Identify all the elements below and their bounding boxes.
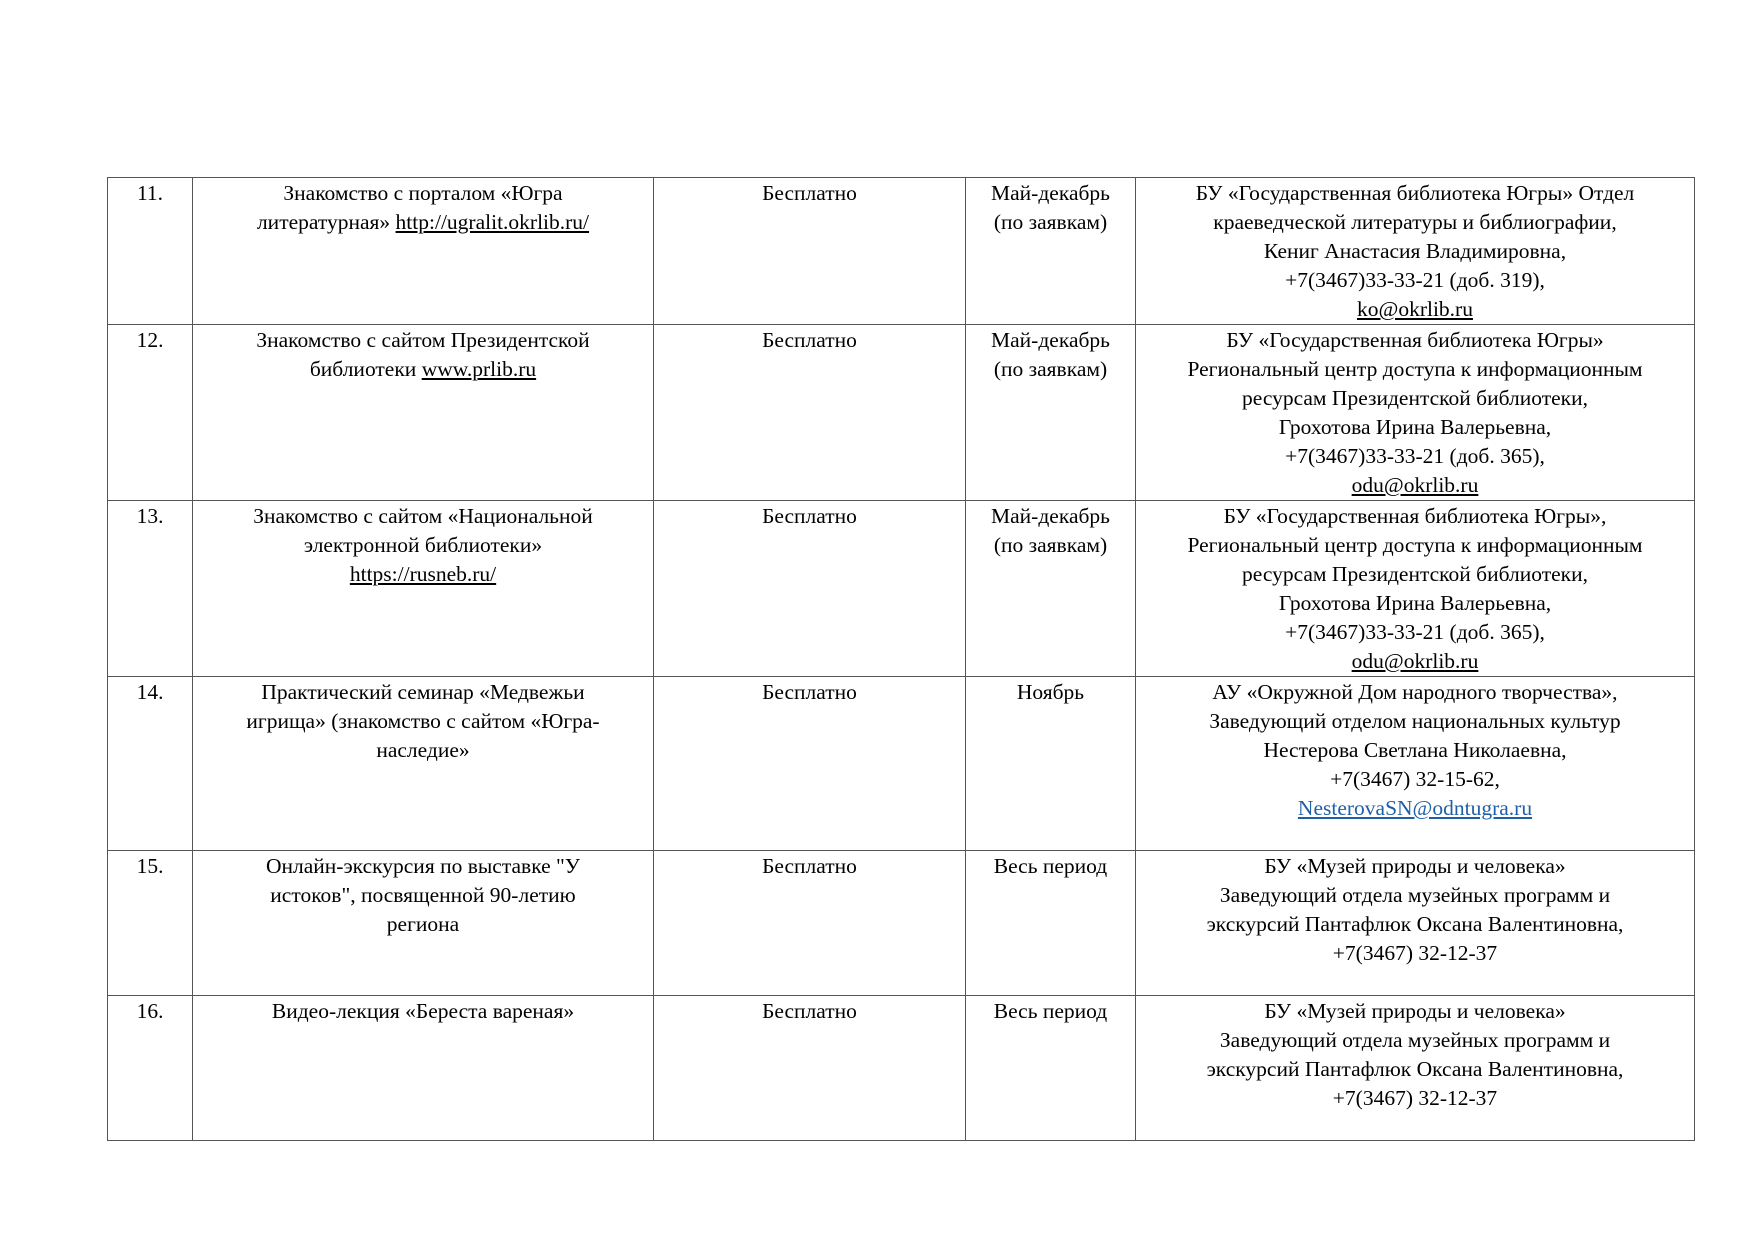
organizer-email-link[interactable]: NesterovaSN@odntugra.ru <box>1297 796 1533 820</box>
period-cell: Весь период <box>966 996 1136 1141</box>
organizer-cell: АУ «Окружной Дом народного творчества», Заведующий отделом национальных культур Нестерова Светлана Николаевна, +7(3467) 32-15-62, NesterovaSN@odntugra.ru <box>1136 677 1695 851</box>
price-cell: Бесплатно <box>654 501 966 677</box>
organizer-cell: БУ «Государственная библиотека Югры», Региональный центр доступа к информационным ресурсам Президентской библиотеки, Грохотова Ирина Валерьевна, +7(3467)33-33-21 (доб. 365), odu@okrlib.ru <box>1136 501 1695 677</box>
event-name-line: Знакомство с сайтом Президентской <box>256 328 590 352</box>
price-cell: Бесплатно <box>654 677 966 851</box>
event-name-line: Практический семинар «Медвежьи <box>261 680 585 704</box>
event-name-cell <box>193 851 654 996</box>
organizer-cell: БУ «Музей природы и человека» Заведующий отдела музейных программ и экскурсий Пантафлюк Оксана Валентиновна, +7(3467) 32-12-37 <box>1136 851 1695 996</box>
organizer-cell: БУ «Государственная библиотека Югры» Региональный центр доступа к информационным ресурсам Президентской библиотеки, Грохотова Ирина Валерьевна, +7(3467)33-33-21 (доб. 365), odu@okrlib.ru <box>1136 325 1695 501</box>
price-cell: Бесплатно <box>654 851 966 996</box>
event-name-line: наследие» <box>376 738 470 762</box>
period-cell: Май-декабрь (по заявкам) <box>966 501 1136 677</box>
row-number-cell: 12. <box>108 325 193 501</box>
event-name-line: Знакомство с сайтом «Национальной <box>253 504 593 528</box>
organizer-email-link[interactable]: odu@okrlib.ru <box>1351 649 1479 673</box>
period-cell: Май-декабрь (по заявкам) <box>966 325 1136 501</box>
row-number-cell: 13. <box>108 501 193 677</box>
table-row <box>108 178 1695 325</box>
table-row <box>108 851 1695 996</box>
table-row <box>108 501 1695 677</box>
event-name-line: региона <box>386 912 460 936</box>
organizer-email-link[interactable]: ko@okrlib.ru <box>1357 297 1473 321</box>
table-row <box>108 325 1695 501</box>
event-name-cell <box>193 501 654 677</box>
event-name-line: Онлайн-экскурсия по выставке "У <box>265 854 581 878</box>
event-name-line: Видео-лекция «Береста вареная» <box>271 999 575 1023</box>
row-number-cell: 16. <box>108 996 193 1141</box>
event-name-cell <box>193 677 654 851</box>
events-table <box>107 177 1695 1141</box>
price-cell: Бесплатно <box>654 996 966 1141</box>
event-name-line: истоков", посвященной 90-летию <box>270 883 576 907</box>
table-row <box>108 996 1695 1141</box>
event-link[interactable]: http://ugralit.okrlib.ru/ <box>395 210 590 234</box>
event-link[interactable]: https://rusneb.ru/ <box>349 562 497 586</box>
event-name-line: игрища» (знакомство с сайтом «Югра- <box>246 709 600 733</box>
period-cell: Весь период <box>966 851 1136 996</box>
table-row <box>108 677 1695 851</box>
period-cell: Ноябрь <box>966 677 1136 851</box>
organizer-cell: БУ «Государственная библиотека Югры» Отдел краеведческой литературы и библиографии, Кениг Анастасия Владимировна, +7(3467)33-33-21 (доб. 319), ko@okrlib.ru <box>1136 178 1695 325</box>
event-name-line: Знакомство с порталом «Югра <box>283 181 563 205</box>
period-cell: Май-декабрь (по заявкам) <box>966 178 1136 325</box>
event-name-line: электронной библиотеки» <box>303 533 543 557</box>
event-name-cell <box>193 996 654 1141</box>
event-link[interactable]: www.prlib.ru <box>421 357 537 381</box>
row-number-cell: 15. <box>108 851 193 996</box>
price-cell: Бесплатно <box>654 325 966 501</box>
event-name-cell <box>193 178 654 325</box>
organizer-cell: БУ «Музей природы и человека» Заведующий отдела музейных программ и экскурсий Пантафлюк Оксана Валентиновна, +7(3467) 32-12-37 <box>1136 996 1695 1141</box>
event-name-line: библиотеки <box>309 357 422 381</box>
row-number-cell: 14. <box>108 677 193 851</box>
organizer-email-link[interactable]: odu@okrlib.ru <box>1351 473 1479 497</box>
row-number-cell: 11. <box>108 178 193 325</box>
event-name-cell <box>193 325 654 501</box>
price-cell: Бесплатно <box>654 178 966 325</box>
event-name-line: литературная» <box>256 210 396 234</box>
